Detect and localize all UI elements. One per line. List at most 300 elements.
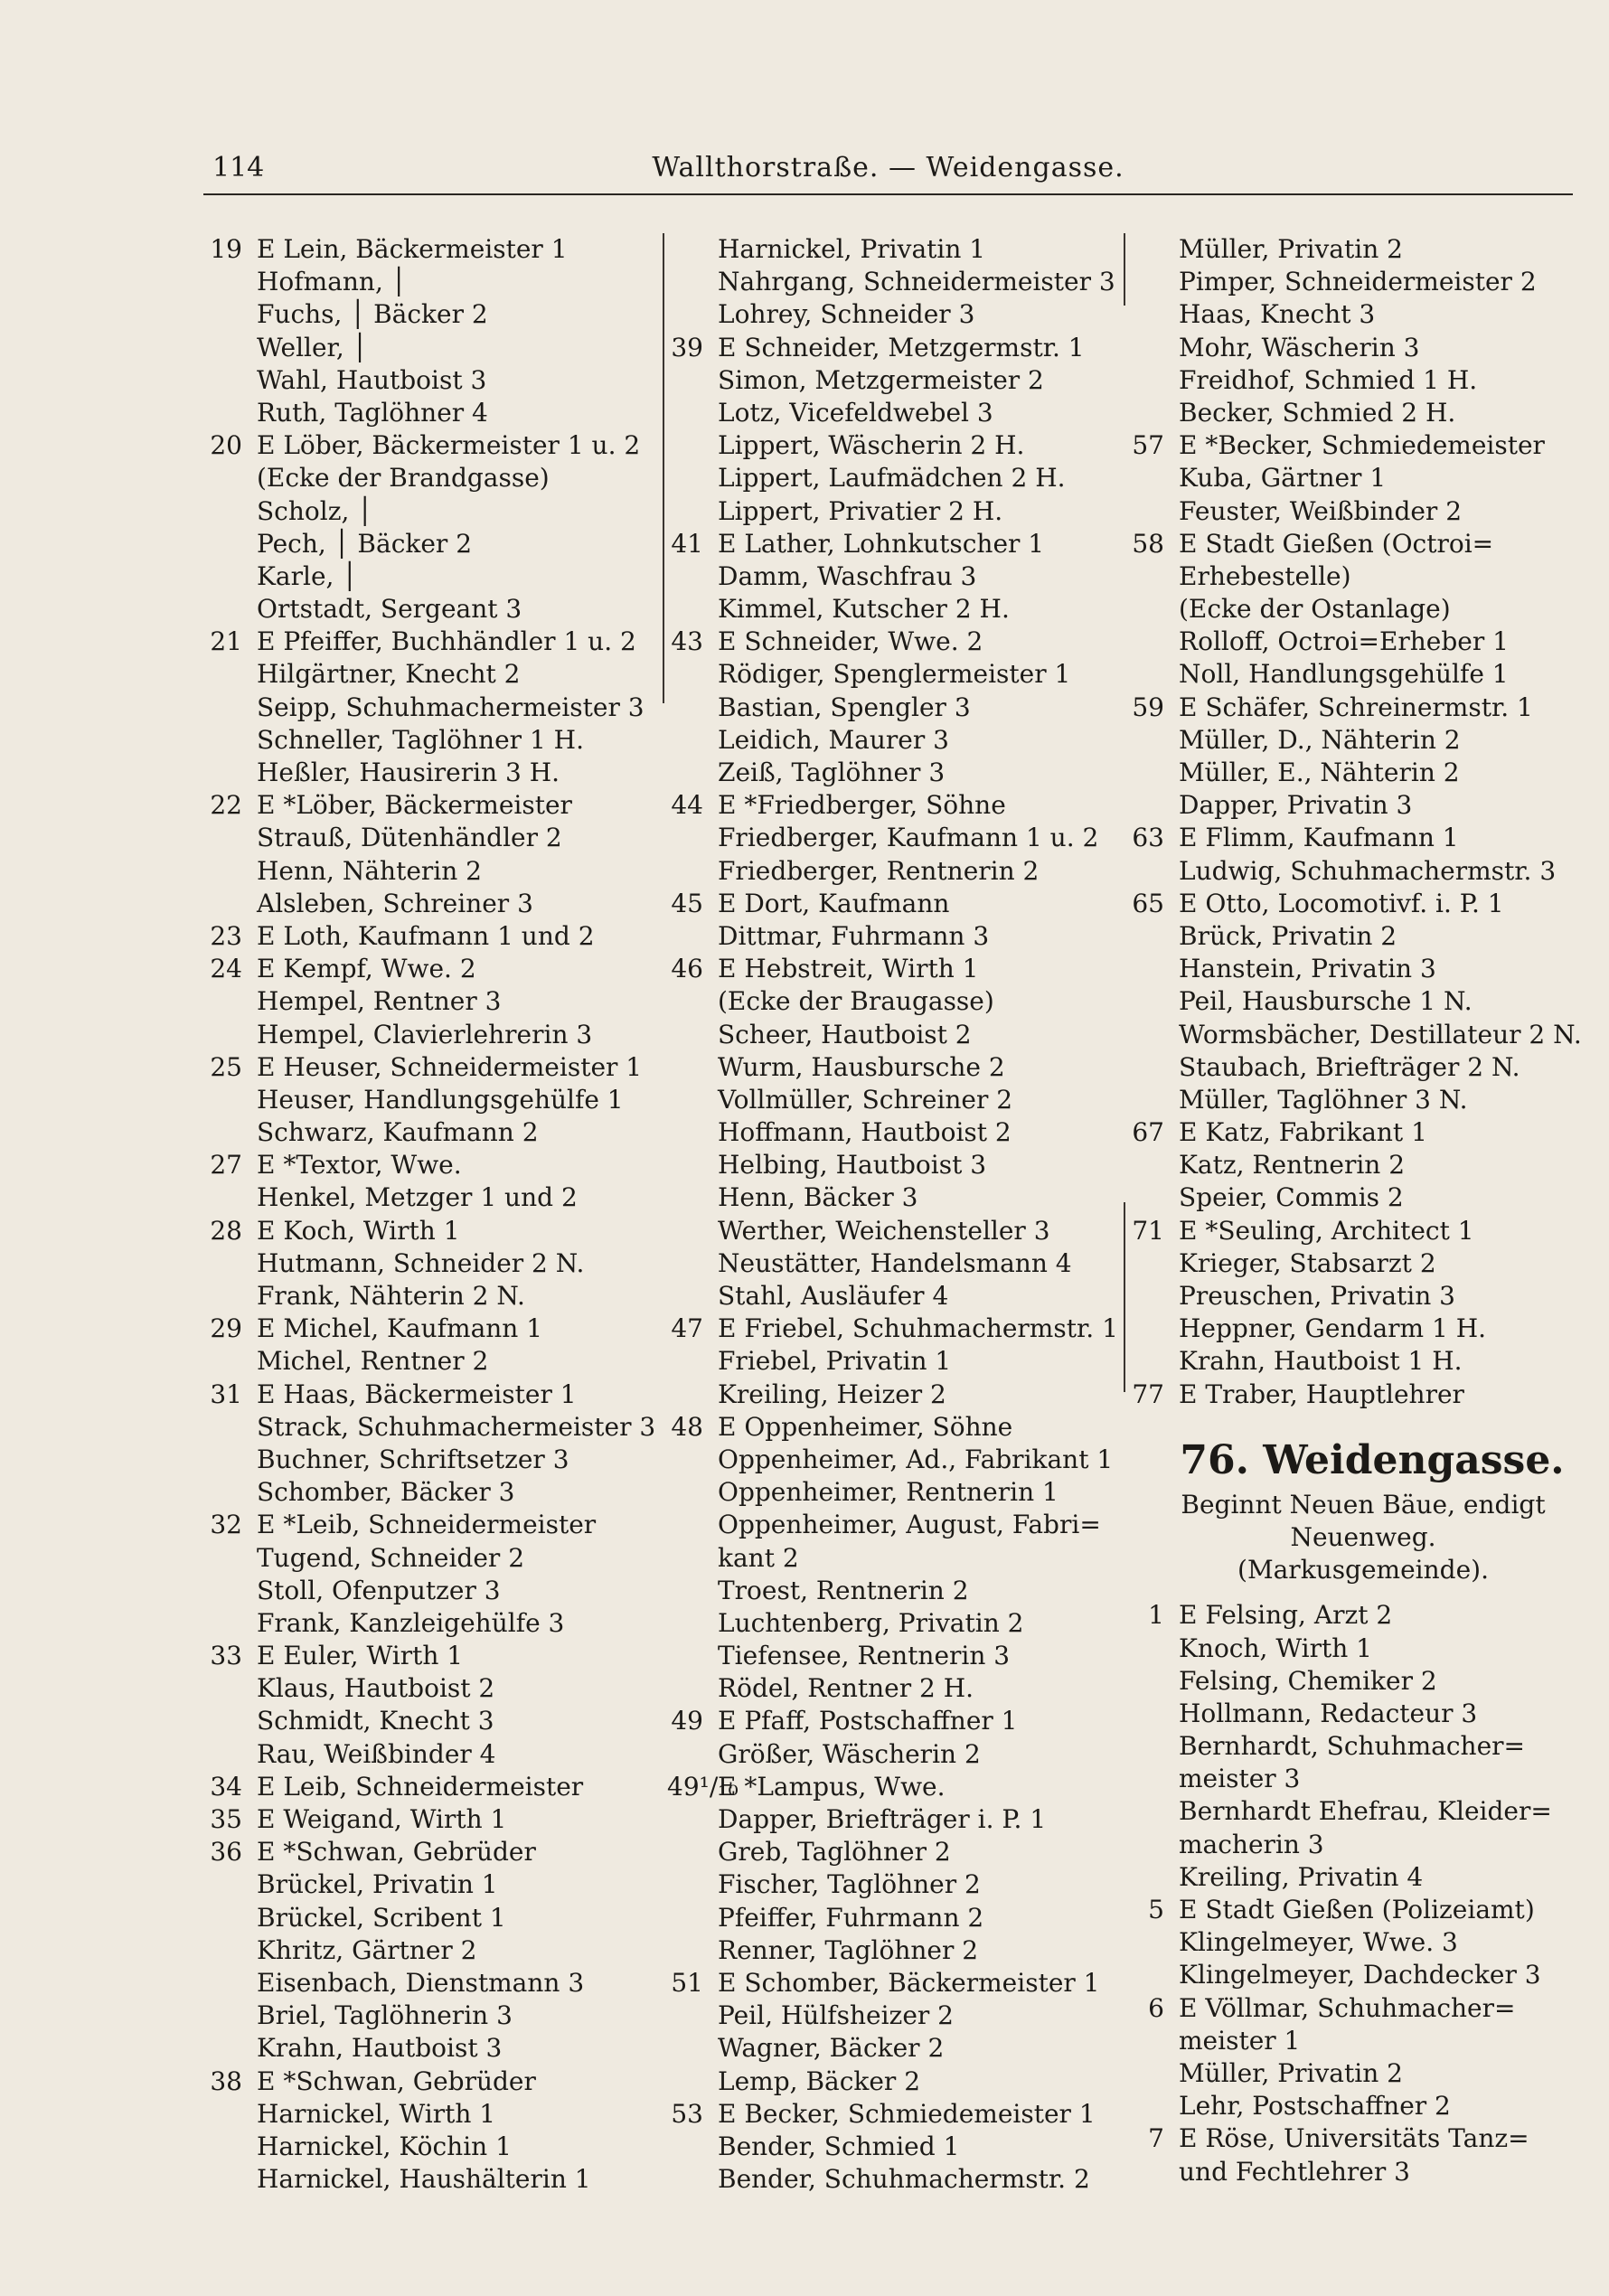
resident-entry: E Stadt Gießen (Polizeiamt) — [1179, 1895, 1535, 1924]
resident-entry: Henn, Bäcker 3 — [718, 1182, 918, 1213]
house-number: 77 — [1132, 1379, 1164, 1409]
directory-entry — [667, 1868, 1119, 1901]
directory-entry — [206, 1902, 658, 1934]
directory-entry — [667, 1509, 1119, 1541]
resident-entry: Rolloff, Octroi=Erheber 1 — [1179, 626, 1509, 657]
directory-entry — [1128, 1215, 1580, 1247]
directory-entry — [206, 626, 658, 658]
directory-entry — [206, 789, 658, 822]
resident-entry: E Friebel, Schuhmachermstr. 1 — [718, 1313, 1118, 1344]
resident-entry: Wagner, Bäcker 2 — [718, 2033, 945, 2064]
directory-entry — [667, 1379, 1119, 1411]
directory-entry — [206, 2065, 658, 2098]
directory-entry — [1128, 1181, 1580, 1214]
directory-entry — [667, 1019, 1119, 1051]
resident-entry: E *Leib, Schneidermeister — [257, 1510, 597, 1540]
header-rule — [203, 193, 1573, 195]
resident-entry: Lehr, Postschaffner 2 — [1179, 2091, 1451, 2122]
resident-entry: E Leib, Schneidermeister — [257, 1771, 584, 1802]
resident-entry: Harnickel, Wirth 1 — [257, 2098, 496, 2129]
resident-entry: E Koch, Wirth 1 — [257, 1215, 460, 1246]
resident-entry: Bender, Schmied 1 — [718, 2131, 960, 2161]
resident-entry: Heßler, Hausirerin 3 H. — [257, 757, 560, 787]
directory-entry — [206, 1444, 658, 1476]
resident-entry: Heuser, Handlungsgehülfe 1 — [257, 1084, 624, 1115]
resident-entry: Heppner, Gendarm 1 H. — [1179, 1313, 1487, 1344]
resident-entry: E Heuser, Schneidermeister 1 — [257, 1051, 643, 1082]
directory-entry — [1128, 920, 1580, 953]
directory-entry — [1128, 1313, 1580, 1345]
directory-entry — [667, 332, 1119, 364]
directory-entry — [1128, 495, 1580, 528]
directory-entry — [206, 920, 658, 953]
resident-entry: Weller, │ — [257, 332, 368, 362]
directory-entry — [206, 1934, 658, 1967]
resident-entry: Seipp, Schuhmachermeister 3 — [257, 692, 645, 722]
resident-entry: Peil, Hausbursche 1 N. — [1179, 986, 1473, 1017]
directory-entry — [667, 1902, 1119, 1934]
section-spacer — [1128, 1586, 1580, 1599]
resident-entry: Lemp, Bäcker 2 — [718, 2065, 921, 2096]
resident-entry: Müller, E., Nähterin 2 — [1179, 757, 1460, 787]
resident-entry: E *Friedberger, Söhne — [718, 790, 1006, 821]
directory-entry — [667, 2032, 1119, 2065]
resident-entry: Kreiling, Privatin 4 — [1179, 1861, 1424, 1892]
directory-entry — [667, 1803, 1119, 1836]
resident-entry: Lippert, Privatier 2 H. — [718, 495, 1003, 526]
resident-entry: Pimper, Schneidermeister 2 — [1179, 267, 1537, 297]
resident-entry: Freidhof, Schmied 1 H. — [1179, 364, 1478, 395]
directory-entry — [667, 266, 1119, 298]
directory-entry — [206, 1019, 658, 1051]
resident-entry: Friedberger, Kaufmann 1 u. 2 — [718, 823, 1099, 853]
house-number: 51 — [671, 1967, 703, 1998]
resident-entry: Troest, Rentnerin 2 — [718, 1575, 969, 1605]
directory-entry — [667, 593, 1119, 626]
resident-entry: Luchtenberg, Privatin 2 — [718, 1607, 1024, 1638]
directory-entry — [667, 1116, 1119, 1149]
resident-entry: Schmidt, Knecht 3 — [257, 1706, 494, 1736]
resident-entry: Noll, Handlungsgehülfe 1 — [1179, 659, 1509, 690]
directory-entry — [667, 298, 1119, 331]
directory-entry — [1128, 1992, 1580, 2025]
house-number: 46 — [671, 954, 703, 984]
directory-entry — [1128, 757, 1580, 789]
resident-entry: Pfeiffer, Fuhrmann 2 — [718, 1902, 984, 1933]
directory-entry — [667, 462, 1119, 494]
house-number: 43 — [671, 626, 703, 657]
directory-entry — [1128, 1019, 1580, 1051]
resident-entry: E Pfeiffer, Buchhändler 1 u. 2 — [257, 626, 636, 657]
directory-entry — [667, 789, 1119, 822]
directory-entry — [206, 1181, 658, 1214]
resident-entry: Staubach, Briefträger 2 N. — [1179, 1051, 1520, 1082]
directory-entry — [206, 888, 658, 920]
resident-entry: Dapper, Privatin 3 — [1179, 790, 1413, 821]
directory-entry — [206, 855, 658, 888]
resident-entry: Scholz, │ — [257, 495, 373, 526]
directory-entry — [667, 397, 1119, 429]
resident-entry: Brückel, Scribent 1 — [257, 1902, 506, 1933]
directory-entry — [1128, 1861, 1580, 1894]
directory-entry — [206, 266, 658, 298]
resident-entry: Speier, Commis 2 — [1179, 1182, 1404, 1213]
house-number: 28 — [210, 1215, 242, 1246]
resident-entry: Frank, Nähterin 2 N. — [257, 1281, 525, 1311]
resident-entry: Müller, Privatin 2 — [1179, 2057, 1403, 2088]
page-title: Wallthorstraße. — Weidengasse. — [652, 152, 1124, 183]
resident-entry: Tugend, Schneider 2 — [257, 1542, 525, 1573]
resident-entry: E *Becker, Schmiedemeister — [1179, 430, 1545, 461]
resident-entry: E Schäfer, Schreinermstr. 1 — [1179, 692, 1533, 722]
column-1 — [206, 233, 658, 2296]
page-number: 114 — [212, 152, 265, 183]
page-header — [203, 152, 1573, 188]
directory-entry — [1128, 298, 1580, 331]
resident-entry: Michel, Rentner 2 — [257, 1346, 489, 1377]
directory-entry — [667, 2000, 1119, 2032]
directory-entry — [206, 528, 658, 560]
house-number: 29 — [210, 1313, 242, 1344]
directory-entry — [667, 1247, 1119, 1280]
resident-entry: E Schneider, Metzgermstr. 1 — [718, 332, 1085, 362]
resident-entry: Harnickel, Köchin 1 — [257, 2131, 512, 2161]
directory-entry — [1128, 1959, 1580, 1991]
resident-entry: Pech, │ Bäcker 2 — [257, 528, 473, 559]
directory-entry — [667, 757, 1119, 789]
resident-entry: Oppenheimer, August, Fabri= — [718, 1510, 1101, 1540]
resident-entry: E Kempf, Wwe. 2 — [257, 954, 476, 984]
resident-entry: Eisenbach, Dienstmann 3 — [257, 1967, 585, 1998]
resident-entry: E Röse, Universitäts Tanz= — [1179, 2123, 1529, 2154]
resident-entry: Fuchs, │ Bäcker 2 — [257, 299, 488, 330]
resident-entry: Hempel, Rentner 3 — [257, 986, 502, 1017]
directory-entry — [667, 429, 1119, 462]
house-number: 31 — [210, 1379, 242, 1409]
directory-entry — [1128, 1795, 1580, 1828]
directory-entry — [206, 1379, 658, 1411]
directory-entry — [1128, 888, 1580, 920]
house-number: 41 — [671, 528, 703, 559]
resident-entry: Karle, │ — [257, 560, 358, 591]
directory-entry — [1128, 364, 1580, 397]
resident-entry: Feuster, Weißbinder 2 — [1179, 495, 1463, 526]
directory-entry — [667, 692, 1119, 724]
resident-entry: Peil, Hülfsheizer 2 — [718, 2000, 954, 2031]
resident-entry: E Becker, Schmiedemeister 1 — [718, 2098, 1096, 2129]
house-number: 6 — [1148, 1992, 1164, 2023]
directory-entry — [1128, 1247, 1580, 1280]
resident-entry: E Flimm, Kaufmann 1 — [1179, 823, 1459, 853]
section-spacer — [1128, 1411, 1580, 1433]
house-number: 5 — [1148, 1895, 1164, 1924]
column-3-entries — [1128, 233, 1580, 1411]
resident-entry: E Hebstreit, Wirth 1 — [718, 954, 979, 984]
directory-entry — [1128, 1633, 1580, 1665]
directory-entry — [1128, 593, 1580, 626]
directory-entry — [206, 1640, 658, 1672]
house-number: 33 — [210, 1641, 242, 1671]
resident-entry: Khritz, Gärtner 2 — [257, 1934, 477, 1965]
directory-entry — [667, 1084, 1119, 1116]
house-number: 48 — [671, 1411, 703, 1442]
directory-entry — [667, 1836, 1119, 1868]
resident-entry: Müller, D., Nähterin 2 — [1179, 724, 1461, 755]
directory-entry — [206, 462, 658, 494]
house-number: 34 — [210, 1771, 242, 1802]
section-intro-line: Neuenweg. — [1290, 1521, 1436, 1552]
directory-entry — [1128, 1763, 1580, 1795]
directory-entry — [206, 692, 658, 724]
directory-entry — [206, 1149, 658, 1181]
house-number: 49 — [671, 1706, 703, 1736]
directory-entry — [1128, 462, 1580, 494]
resident-entry: Kuba, Gärtner 1 — [1179, 463, 1387, 494]
resident-entry: Ruth, Taglöhner 4 — [257, 397, 488, 428]
directory-entry — [667, 2065, 1119, 2098]
directory-entry — [1128, 626, 1580, 658]
directory-entry — [1128, 397, 1580, 429]
directory-entry — [206, 953, 658, 985]
resident-entry: Klaus, Hautboist 2 — [257, 1673, 495, 1704]
directory-entry — [206, 1542, 658, 1575]
resident-entry: E *Schwan, Gebrüder — [257, 1837, 536, 1868]
directory-entry — [206, 1738, 658, 1771]
column-divider-3 — [1124, 1202, 1125, 1392]
directory-entry — [206, 1771, 658, 1803]
resident-entry: Mohr, Wäscherin 3 — [1179, 332, 1420, 362]
directory-entry — [1128, 953, 1580, 985]
directory-entry — [667, 1280, 1119, 1313]
resident-entry: Greb, Taglöhner 2 — [718, 1837, 951, 1868]
resident-entry: Schneller, Taglöhner 1 H. — [257, 724, 584, 755]
house-number: 57 — [1132, 430, 1164, 461]
resident-entry: Rödel, Rentner 2 H. — [718, 1673, 974, 1704]
directory-entry — [667, 1640, 1119, 1672]
directory-entry — [667, 1967, 1119, 2000]
resident-entry: (Ecke der Brandgasse) — [257, 463, 550, 494]
directory-entry — [206, 397, 658, 429]
resident-entry: Hutmann, Schneider 2 N. — [257, 1247, 585, 1278]
directory-entry — [206, 1476, 658, 1509]
directory-entry — [667, 2131, 1119, 2163]
resident-entry: Hollmann, Redacteur 3 — [1179, 1698, 1478, 1728]
directory-entry — [1128, 1926, 1580, 1959]
resident-entry: Krahn, Hautboist 3 — [257, 2033, 503, 2064]
resident-entry: Hanstein, Privatin 3 — [1179, 954, 1436, 984]
house-number: 20 — [210, 430, 242, 461]
resident-entry: Katz, Rentnerin 2 — [1179, 1150, 1406, 1181]
directory-entry — [667, 1771, 1119, 1803]
resident-entry: Krahn, Hautboist 1 H. — [1179, 1346, 1463, 1377]
directory-entry — [1128, 1730, 1580, 1763]
directory-entry — [206, 1247, 658, 1280]
resident-entry: Lohrey, Schneider 3 — [718, 299, 975, 330]
house-number: 25 — [210, 1051, 242, 1082]
resident-entry: Stoll, Ofenputzer 3 — [257, 1575, 501, 1605]
section-entries — [1128, 1599, 1580, 2188]
directory-entry — [1128, 789, 1580, 822]
directory-entry — [667, 1149, 1119, 1181]
directory-entry — [667, 985, 1119, 1018]
directory-entry — [206, 724, 658, 757]
house-number: 24 — [210, 954, 242, 984]
resident-entry: Müller, Privatin 2 — [1179, 234, 1403, 264]
resident-entry: Becker, Schmied 2 H. — [1179, 397, 1456, 428]
resident-entry: Klingelmeyer, Wwe. 3 — [1179, 1927, 1458, 1958]
directory-entry — [1128, 1116, 1580, 1149]
resident-entry: Henkel, Metzger 1 und 2 — [257, 1182, 578, 1213]
house-number: 22 — [210, 790, 242, 821]
house-number: 23 — [210, 920, 242, 951]
directory-entry — [1128, 266, 1580, 298]
resident-entry: Damm, Waschfrau 3 — [718, 560, 977, 591]
directory-entry — [667, 822, 1119, 854]
resident-entry: Buchner, Schriftsetzer 3 — [257, 1444, 569, 1474]
directory-entry — [667, 1411, 1119, 1444]
house-number: 7 — [1148, 2123, 1164, 2154]
resident-entry: E Lather, Lohnkutscher 1 — [718, 528, 1045, 559]
directory-entry — [667, 1738, 1119, 1771]
resident-entry: Rödiger, Spenglermeister 1 — [718, 659, 1071, 690]
house-number: 38 — [210, 2065, 242, 2096]
directory-entry — [667, 2163, 1119, 2196]
resident-entry: E Dort, Kaufmann — [718, 888, 950, 918]
resident-entry: Zeiß, Taglöhner 3 — [718, 757, 946, 787]
column-2 — [667, 233, 1119, 2296]
directory-entry — [667, 1313, 1119, 1345]
directory-entry — [1128, 1599, 1580, 1632]
directory-entry — [206, 2098, 658, 2131]
resident-entry: Tiefensee, Rentnerin 3 — [718, 1641, 1011, 1671]
resident-entry: meister 1 — [1179, 2025, 1301, 2056]
resident-entry: Briel, Taglöhnerin 3 — [257, 2000, 513, 2031]
house-number: 58 — [1132, 528, 1164, 559]
directory-entry — [667, 1051, 1119, 1084]
resident-entry: E *Löber, Bäckermeister — [257, 790, 572, 821]
directory-entry — [1128, 332, 1580, 364]
resident-entry: Stahl, Ausläufer 4 — [718, 1281, 949, 1311]
section-intro-line: Beginnt Neuen Bäue, endigt — [1181, 1489, 1546, 1520]
resident-entry: Wormsbächer, Destillateur 2 N. — [1179, 1019, 1582, 1049]
house-number: 49¹/₁₀ — [667, 1771, 739, 1802]
directory-entry — [1128, 2122, 1580, 2155]
directory-entry — [667, 1705, 1119, 1737]
resident-entry: Strauß, Dütenhändler 2 — [257, 823, 562, 853]
resident-entry: Scheer, Hautboist 2 — [718, 1019, 972, 1049]
column-divider-2 — [1124, 233, 1125, 306]
resident-entry: macherin 3 — [1179, 1829, 1324, 1859]
directory-entry — [667, 1934, 1119, 1967]
directory-entry — [667, 560, 1119, 593]
resident-entry: Harnickel, Haushälterin 1 — [257, 2164, 591, 2195]
directory-entry — [206, 1705, 658, 1737]
resident-entry: Brückel, Privatin 1 — [257, 1869, 498, 1900]
directory-entry — [1128, 2057, 1580, 2090]
resident-entry: Rau, Weißbinder 4 — [257, 1738, 496, 1769]
directory-entry — [206, 2131, 658, 2163]
directory-entry — [1128, 2090, 1580, 2122]
directory-entry — [206, 429, 658, 462]
resident-entry: Erhebestelle) — [1179, 560, 1351, 591]
house-number: 39 — [671, 332, 703, 362]
directory-entry — [1128, 2025, 1580, 2057]
directory-entry — [1128, 528, 1580, 560]
directory-entry — [667, 888, 1119, 920]
directory-entry — [1128, 1084, 1580, 1116]
directory-entry — [206, 1116, 658, 1149]
directory-entry — [206, 985, 658, 1018]
directory-entry — [667, 1575, 1119, 1607]
resident-entry: Hoffmann, Hautboist 2 — [718, 1117, 1012, 1148]
directory-entry — [206, 1345, 658, 1378]
directory-entry — [667, 724, 1119, 757]
resident-entry: Kimmel, Kutscher 2 H. — [718, 594, 1010, 625]
resident-entry: Dapper, Briefträger i. P. 1 — [718, 1804, 1047, 1834]
resident-entry: Krieger, Stabsarzt 2 — [1179, 1247, 1436, 1278]
directory-entry — [206, 1051, 658, 1084]
house-number: 21 — [210, 626, 242, 657]
resident-entry: E *Lampus, Wwe. — [718, 1771, 946, 1802]
resident-entry: E Katz, Fabrikant 1 — [1179, 1117, 1427, 1148]
resident-entry: E Oppenheimer, Söhne — [718, 1411, 1013, 1442]
directory-entry — [1128, 1379, 1580, 1411]
resident-entry: Fischer, Taglöhner 2 — [718, 1869, 981, 1900]
resident-entry: kant 2 — [718, 1542, 799, 1573]
directory-entry — [1128, 1665, 1580, 1698]
resident-entry: Brück, Privatin 2 — [1179, 920, 1397, 951]
directory-entry — [1128, 1345, 1580, 1378]
directory-entry — [667, 953, 1119, 985]
resident-entry: Nahrgang, Schneidermeister 3 — [718, 267, 1115, 297]
resident-entry: Helbing, Hautboist 3 — [718, 1150, 987, 1181]
directory-entry — [206, 495, 658, 528]
directory-entry — [1128, 822, 1580, 854]
directory-entry — [667, 855, 1119, 888]
house-number: 53 — [671, 2098, 703, 2129]
resident-entry: E *Textor, Wwe. — [257, 1150, 462, 1181]
directory-entry — [206, 1215, 658, 1247]
directory-entry — [206, 757, 658, 789]
directory-entry — [1128, 1698, 1580, 1730]
resident-entry: Renner, Taglöhner 2 — [718, 1934, 979, 1965]
house-number: 67 — [1132, 1117, 1164, 1148]
directory-entry — [206, 1607, 658, 1640]
directory-entry — [667, 1542, 1119, 1575]
directory-entry — [206, 298, 658, 331]
directory-entry — [1128, 1051, 1580, 1084]
resident-entry: E Michel, Kaufmann 1 — [257, 1313, 543, 1344]
directory-entry — [667, 1476, 1119, 1509]
resident-entry: Simon, Metzgermeister 2 — [718, 364, 1044, 395]
directory-entry — [206, 364, 658, 397]
directory-entry — [206, 1868, 658, 1901]
resident-entry: Bender, Schuhmachermstr. 2 — [718, 2164, 1090, 2195]
directory-entry — [1128, 658, 1580, 691]
resident-entry: Knoch, Wirth 1 — [1179, 1633, 1372, 1663]
house-number: 44 — [671, 790, 703, 821]
directory-entry — [1128, 429, 1580, 462]
directory-entry — [667, 920, 1119, 953]
directory-entry — [667, 1215, 1119, 1247]
resident-entry: Bastian, Spengler 3 — [718, 692, 971, 722]
resident-entry: Henn, Nähterin 2 — [257, 855, 482, 886]
house-number: 19 — [210, 234, 242, 264]
directory-entry — [1128, 560, 1580, 593]
resident-entry: E Völlmar, Schuhmacher= — [1179, 1992, 1516, 2023]
resident-entry: Ludwig, Schuhmachermstr. 3 — [1179, 855, 1557, 886]
directory-entry — [667, 2098, 1119, 2131]
